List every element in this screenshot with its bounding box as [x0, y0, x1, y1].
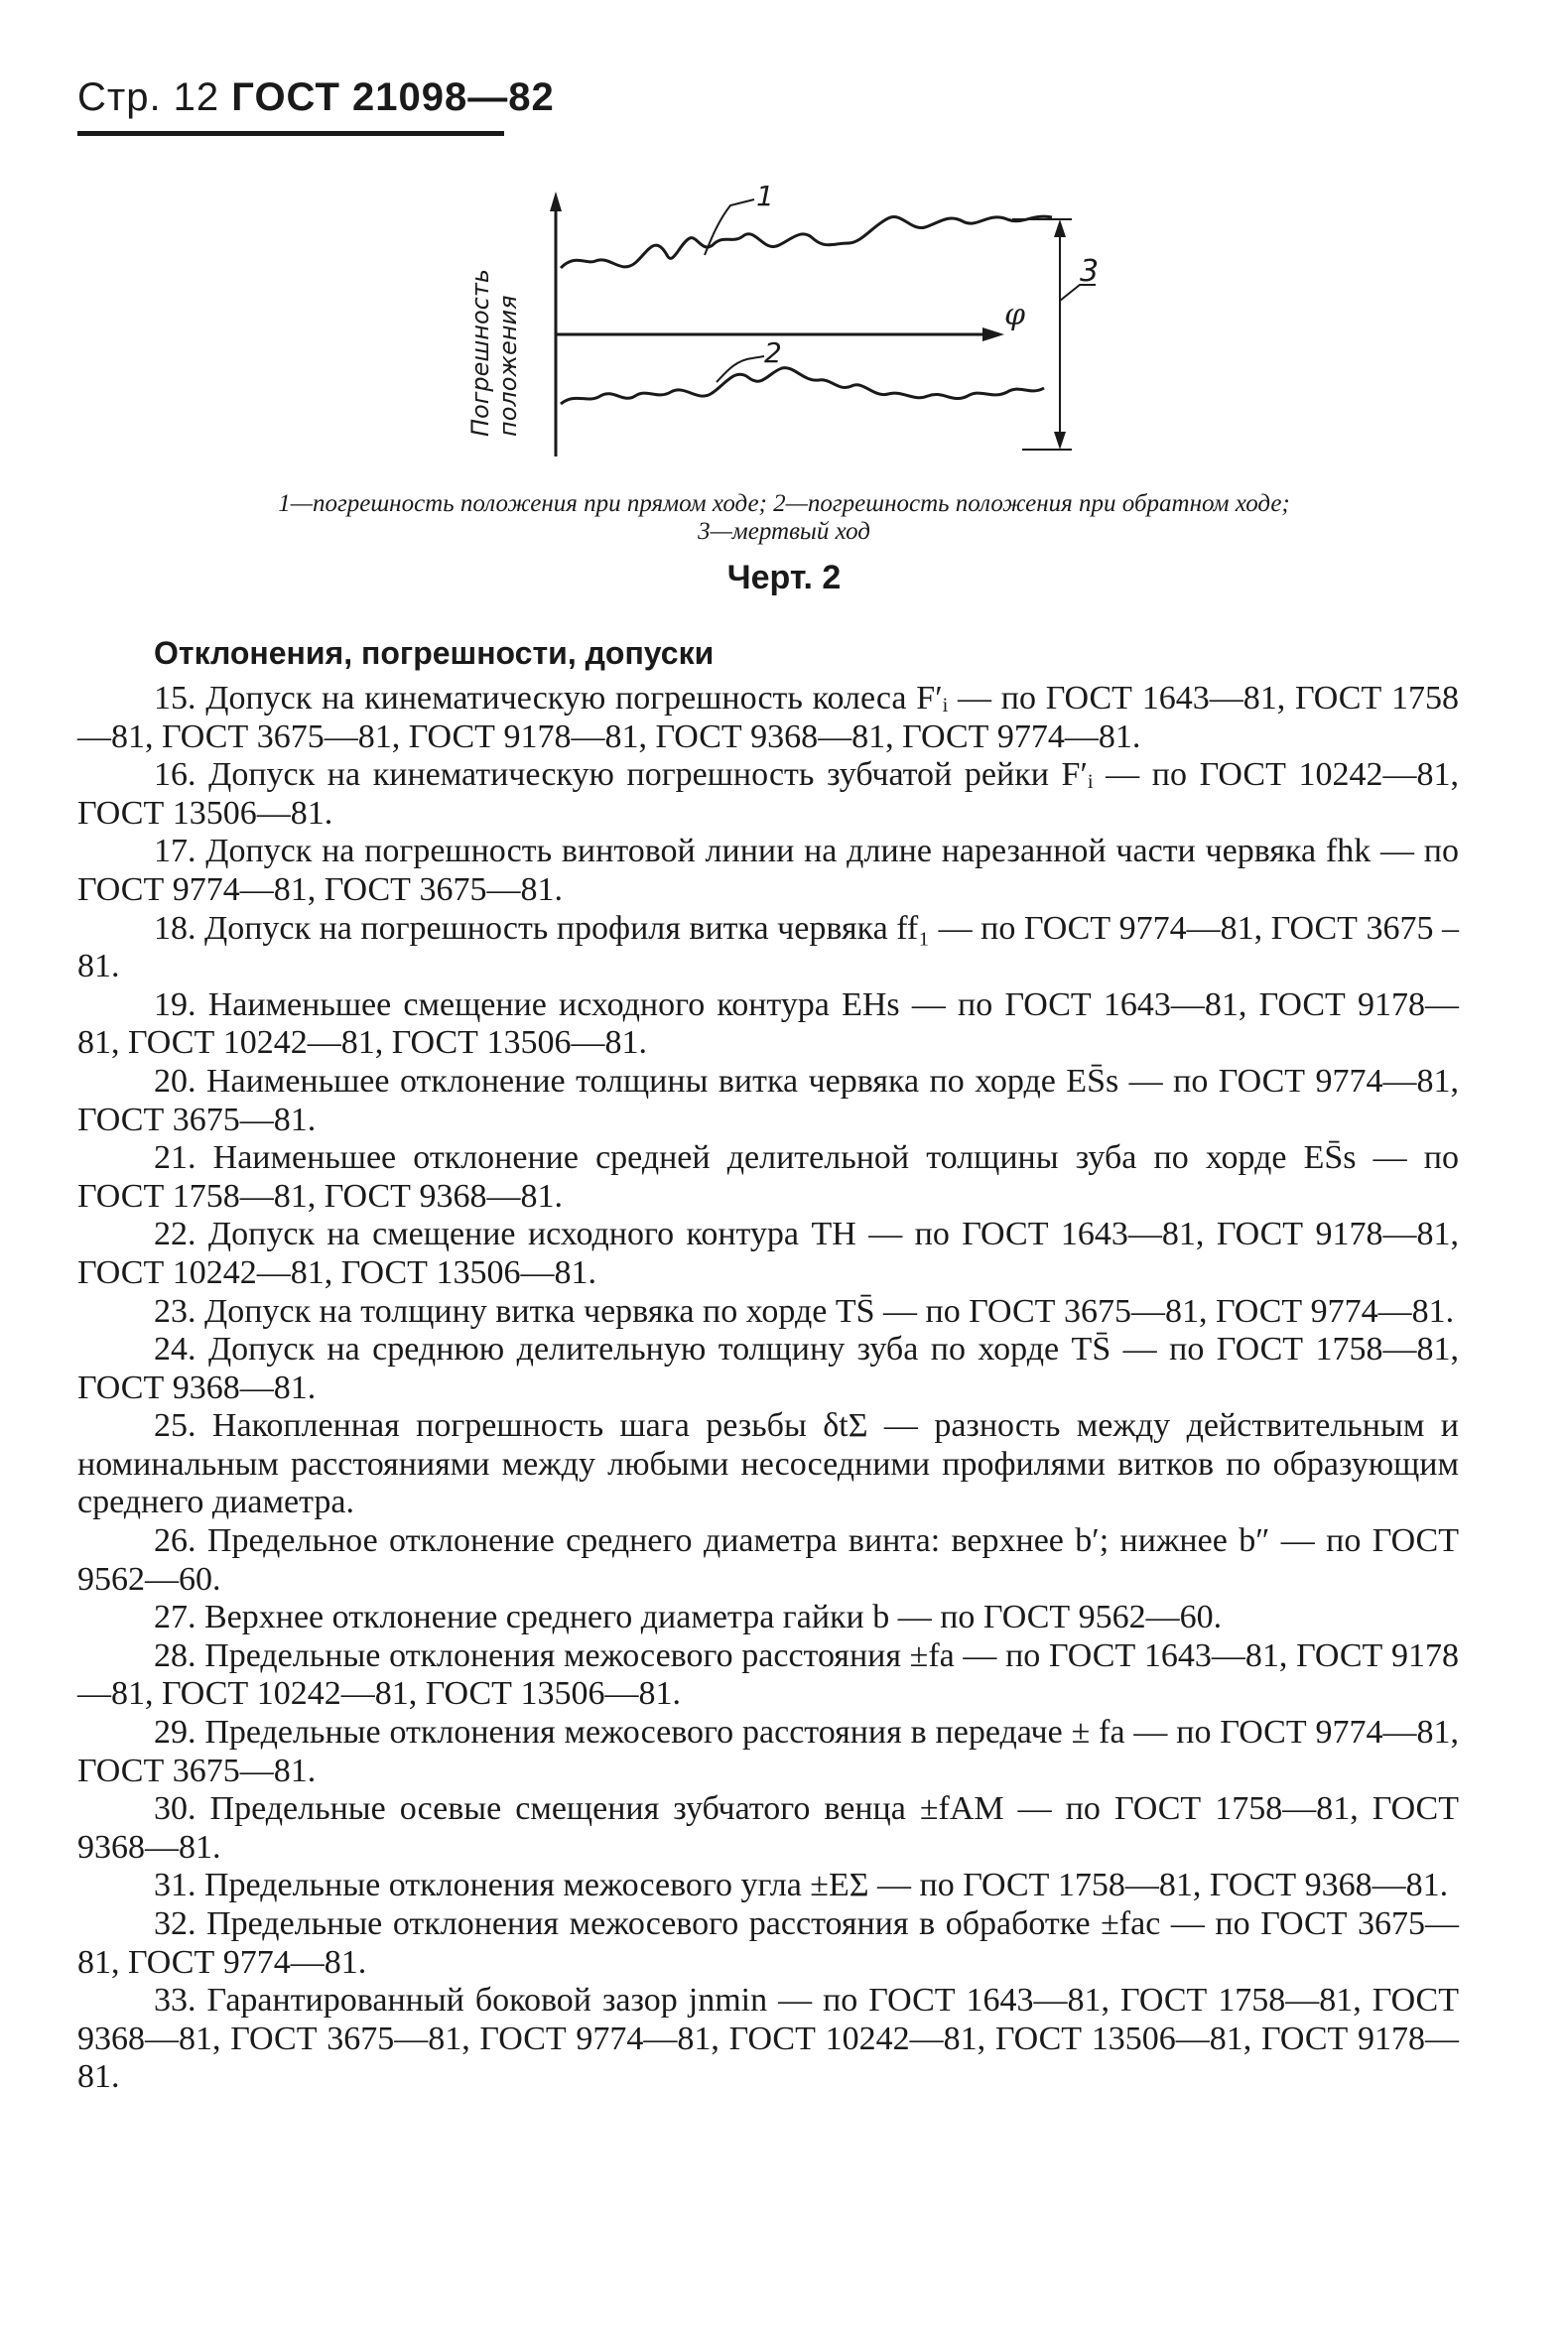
paragraph-25: 25. Накопленная погрешность шага резьбы δtΣ — разность между действительным и номинальным расстояниями между любыми несоседними профилями витков по образующим среднего диаметра.	[77, 1407, 1459, 1521]
standard-id: ГОСТ 21098—82	[231, 75, 555, 119]
paragraph-26: 26. Предельное отклонение среднего диаметра винта: верхнее b′; нижнее b″ — по ГОСТ 9562—60.	[77, 1522, 1459, 1598]
paragraph-20: 20. Наименьшее отклонение толщины витка червяка по хорде ES̄s — по ГОСТ 9774—81, ГОСТ 3675—81.	[77, 1062, 1459, 1138]
paragraph-27: 27. Верхнее отклонение среднего диаметра гайки b — по ГОСТ 9562—60.	[154, 1599, 1223, 1636]
page-header	[77, 75, 555, 120]
paragraph-18: 18. Допуск на погрешность профиля витка червяка ff₁ — по ГОСТ 9774—81, ГОСТ 3675 –81.	[77, 909, 1459, 985]
paragraph-17: 17. Допуск на погрешность винтовой линии на длине нарезанной части червяка fhk — по ГОСТ 9774—81, ГОСТ 3675—81.	[77, 833, 1459, 908]
x-axis-arrow	[982, 327, 1004, 341]
figure-caption-line2: 3—мертвый ход	[698, 518, 870, 545]
paragraph-21: 21. Наименьшее отклонение средней делительной толщины зуба по хорде ES̄s — по ГОСТ 1758—81, ГОСТ 9368—81.	[77, 1139, 1459, 1215]
document-body	[77, 680, 1459, 2097]
curve2-leader	[717, 356, 764, 382]
paragraph-32: 32. Предельные отклонения межосевого расстояния в обработке ±fac — по ГОСТ 3675—81, ГОСТ 9774—81.	[77, 1905, 1459, 1981]
paragraph-24: 24. Допуск на среднюю делительную толщину зуба по хорде TS̄ — по ГОСТ 1758—81, ГОСТ 9368—81.	[77, 1331, 1459, 1406]
curve2-label: 2	[764, 336, 782, 369]
dim-arrow-top	[1054, 219, 1066, 237]
paragraph-22: 22. Допуск на смещение исходного контура TH — по ГОСТ 1643—81, ГОСТ 9178—81, ГОСТ 10242—81, ГОСТ 13506—81.	[77, 1216, 1459, 1291]
curve1-label: 1	[756, 184, 774, 212]
paragraph-31: 31. Предельные отклонения межосевого угла ±EΣ — по ГОСТ 1758—81, ГОСТ 9368—81.	[154, 1867, 1449, 1904]
dim-arrow-bottom	[1054, 432, 1066, 450]
y-axis-label: Погрешность положения	[466, 269, 522, 437]
reverse-error-curve	[561, 368, 1044, 404]
paragraph-33: 33. Гарантированный боковой зазор jnmin — по ГОСТ 1643—81, ГОСТ 1758—81, ГОСТ 9368—81, ГОСТ 3675—81, ГОСТ 9774—81, ГОСТ 10242—81, ГОСТ 13506—81, ГОСТ 9178—81.	[77, 1982, 1459, 2096]
page-number: Стр. 12	[77, 75, 220, 119]
x-axis-symbol: φ	[1004, 298, 1026, 332]
dimension-label: 3	[1080, 254, 1100, 289]
paragraph-19: 19. Наименьшее смещение исходного контура EHs — по ГОСТ 1643—81, ГОСТ 9178—81, ГОСТ 10242—81, ГОСТ 13506—81.	[77, 985, 1459, 1062]
paragraph-23: 23. Допуск на толщину витка червяка по хорде TS̄ — по ГОСТ 3675—81, ГОСТ 9774—81.	[154, 1292, 1455, 1330]
section-title: Отклонения, погрешности, допуски	[154, 635, 715, 671]
forward-error-curve	[561, 216, 1052, 268]
paragraph-30: 30. Предельные осевые смещения зубчатого венца ±fAM — по ГОСТ 1758—81, ГОСТ 9368—81.	[77, 1790, 1459, 1866]
y-axis-arrow	[550, 192, 562, 211]
paragraph-29: 29. Предельные отклонения межосевого расстояния в передаче ± fa — по ГОСТ 9774—81, ГОСТ 3675—81.	[77, 1714, 1459, 1789]
figure-title: Черт. 2	[726, 559, 842, 596]
paragraph-16: 16. Допуск на кинематическую погрешность зубчатой рейки F′ᵢ — по ГОСТ 10242—81, ГОСТ 13506—81.	[77, 756, 1459, 832]
figure-caption-line1: 1—погрешность положения при прямом ходе; 2—погрешность положения при обратном ходе;	[278, 490, 1290, 517]
position-error-diagram	[437, 184, 1131, 471]
header-rule	[77, 131, 504, 136]
paragraph-15: 15. Допуск на кинематическую погрешность колеса F′ᵢ — по ГОСТ 1643—81, ГОСТ 1758—81, ГОСТ 3675—81, ГОСТ 9178—81, ГОСТ 9368—81, ГОСТ 9774—81.	[77, 680, 1459, 755]
paragraph-28: 28. Предельные отклонения межосевого расстояния ±fa — по ГОСТ 1643—81, ГОСТ 9178—81, ГОСТ 10242—81, ГОСТ 13506—81.	[77, 1636, 1459, 1713]
